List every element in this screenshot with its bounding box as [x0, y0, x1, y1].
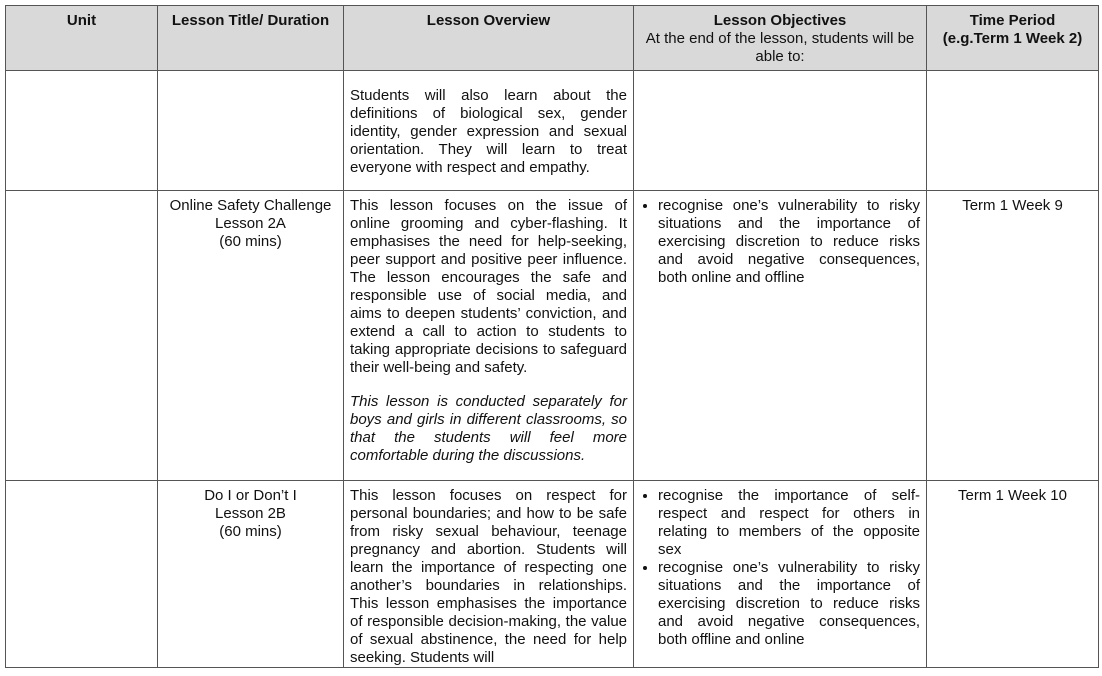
lesson-name: Online Safety Challenge [169, 197, 332, 214]
lesson-title-cell [158, 71, 344, 191]
time-period-cell [927, 71, 1099, 191]
objectives-cell [634, 191, 927, 481]
overview-text: This lesson focuses on respect for personal boundaries; and how to be safe from risky sexual behaviour, teenage pregnancy and abortion. Students will learn the importance of respecting one another’s boundaries in relationships. This lesson emphasises the importance of responsible decision-making, the value of sexual abstinence, the need for help seeking. Students will [350, 487, 627, 666]
objectives-list [640, 197, 920, 287]
lesson-duration: (60 mins) [219, 233, 282, 250]
lesson-number: Lesson 2B [215, 505, 286, 522]
overview-cell [344, 191, 634, 481]
overview-text: Students will also learn about the definitions of biological sex, gender identity, gender expression and sexual orientation. They will learn to treat everyone with respect and empathy. [350, 87, 627, 176]
lesson-plan-table [5, 5, 1099, 668]
unit-cell [6, 71, 158, 191]
time-period-cell: Term 1 Week 9 [927, 191, 1099, 481]
overview-cell [344, 481, 634, 668]
table-row [6, 481, 1099, 668]
overview-note: This lesson is conducted separately for boys and girls in different classrooms, so that the students will feel more comfortable during the discussions. [350, 393, 627, 464]
header-overview: Lesson Overview [344, 6, 634, 71]
header-objectives: Lesson Objectives At the end of the lesson, students will be able to: [634, 6, 927, 71]
header-time-period-example: (e.g.Term 1 Week 2) [942, 30, 1083, 47]
header-objectives-subtitle: At the end of the lesson, students will be able to: [645, 30, 915, 65]
objective-item: • recognise the importance of self-respect and respect for others in relating to members of the opposite sex [658, 487, 920, 559]
header-lesson-title: Lesson Title/ Duration [158, 6, 344, 71]
overview-cell [344, 71, 634, 191]
objectives-cell [634, 481, 927, 668]
objective-item: • recognise one’s vulnerability to risky situations and the importance of exercising discretion to reduce risks and avoid negative consequences, both offline and online [658, 559, 920, 649]
header-time-period: Time Period (e.g.Term 1 Week 2) [927, 6, 1099, 71]
header-unit: Unit [6, 6, 158, 71]
time-period-cell: Term 1 Week 10 [927, 481, 1099, 668]
unit-cell [6, 481, 158, 668]
objective-item: • recognise one’s vulnerability to risky situations and the importance of exercising discretion to reduce risks and avoid negative consequences, both online and offline [658, 197, 920, 287]
overview-text: This lesson focuses on the issue of online grooming and cyber-flashing. It emphasises the need for help-seeking, peer support and positive peer influence. The lesson encourages the safe and responsible use of social media, and aims to deepen students’ conviction, and extend a call to action to students to taking appropriate decisions to safeguard their well-being and safety. [350, 197, 627, 376]
table-row [6, 71, 1099, 191]
lesson-duration: (60 mins) [219, 523, 282, 540]
unit-cell [6, 191, 158, 481]
lesson-title-cell [158, 481, 344, 668]
table-row [6, 191, 1099, 481]
objectives-cell [634, 71, 927, 191]
lesson-title-cell [158, 191, 344, 481]
lesson-number: Lesson 2A [215, 215, 286, 232]
lesson-name: Do I or Don’t I [204, 487, 297, 504]
objectives-list [640, 487, 920, 649]
header-row [6, 6, 1099, 71]
